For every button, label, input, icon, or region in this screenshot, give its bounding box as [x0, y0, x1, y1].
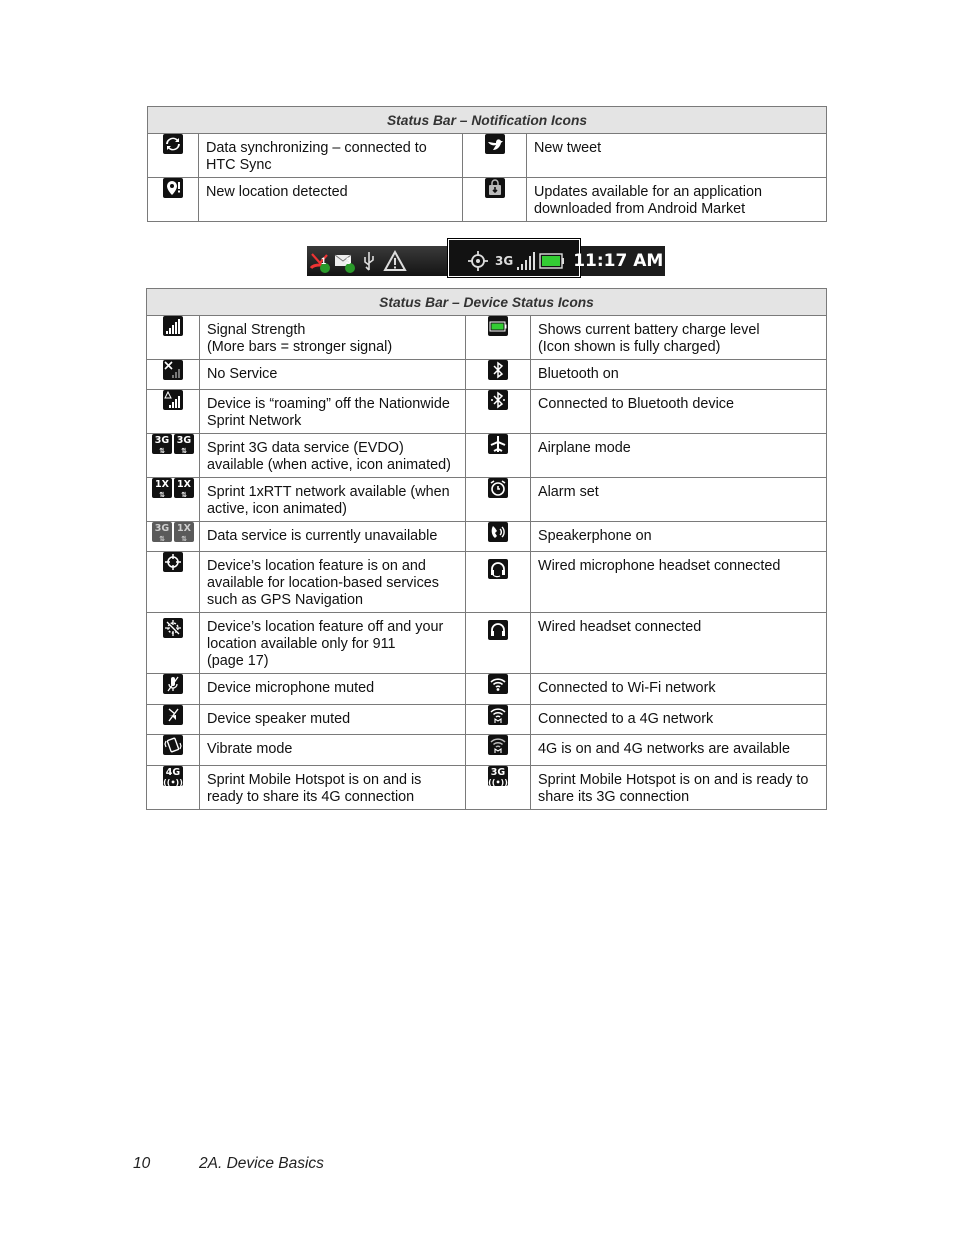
location-on-label: Device’s location feature is on and available for location-based services such as GPS Navigation — [200, 552, 466, 613]
table-row — [147, 522, 827, 552]
table-row — [147, 434, 827, 478]
table-row — [147, 552, 827, 613]
table-row — [147, 674, 827, 705]
1x-icon: 1X ⇅ — [152, 478, 172, 498]
3g-icon: 3G ⇅ — [152, 434, 172, 454]
4g-available-label: 4G is on and 4G networks are available — [531, 735, 827, 766]
battery-icon — [539, 252, 565, 270]
notification-table-title: Status Bar – Notification Icons — [148, 107, 827, 134]
vibrate-icon — [163, 735, 183, 755]
hotspot-4g-label: Sprint Mobile Hotspot is on and is ready to share its 4G connection — [200, 766, 466, 810]
roaming-label: Device is “roaming” off the Nationwide Sprint Network — [200, 390, 466, 434]
4g-connected-icon — [488, 705, 508, 725]
bluetooth-label: Bluetooth on — [531, 360, 827, 390]
speaker-muted-icon — [163, 705, 183, 725]
location-detected-label: New location detected — [199, 178, 463, 222]
gps-icon — [465, 248, 491, 274]
device-table-title: Status Bar – Device Status Icons — [147, 289, 827, 316]
signal-strength-label: Signal Strength (More bars = stronger signal) — [200, 316, 466, 360]
mic-headset-icon — [488, 559, 508, 579]
hotspot-3g-icon: 3G ((•)) — [488, 767, 508, 786]
speakerphone-label: Speakerphone on — [531, 522, 827, 552]
table-row — [147, 360, 827, 390]
notification-icons-table — [147, 106, 827, 222]
market-updates-label: Updates available for an application downloaded from Android Market — [527, 178, 827, 222]
missed-call-badge: 1 — [321, 256, 327, 266]
3g-label: Sprint 3G data service (EVDO) available (when active, icon animated) — [200, 434, 466, 478]
bluetooth-connected-label: Connected to Bluetooth device — [531, 390, 827, 434]
page-number: 10 — [133, 1155, 151, 1172]
network-3g-label: 3G — [495, 254, 514, 268]
location-off-icon — [163, 618, 183, 638]
vibrate-label: Vibrate mode — [200, 735, 466, 766]
table-row — [147, 478, 827, 522]
table-row — [147, 766, 827, 810]
1x-active-icon: 1X ⇅ — [174, 478, 194, 498]
hotspot-3g-label: Sprint Mobile Hotspot is on and is ready to share its 3G connection — [531, 766, 827, 810]
hotspot-4g-icon: 4G ((•)) — [163, 767, 183, 786]
location-pin-icon — [163, 178, 183, 198]
status-bar-image — [307, 246, 665, 276]
battery-full-icon — [488, 316, 508, 336]
tweet-label: New tweet — [527, 134, 827, 178]
sync-label: Data synchronizing – connected to HTC Sync — [199, 134, 463, 178]
data-unavailable-1x-icon: 1X ⇅ — [174, 522, 194, 542]
bluetooth-icon — [488, 360, 508, 380]
table-row — [147, 735, 827, 766]
page-footer — [133, 1155, 324, 1173]
warning-icon — [382, 248, 408, 274]
location-off-label: Device’s location feature off and your location available only for 911 (page 17) — [200, 613, 466, 674]
message-badge: 3 — [346, 256, 352, 266]
table-row — [148, 178, 827, 222]
wifi-label: Connected to Wi-Fi network — [531, 674, 827, 705]
data-unavailable-icon: 3G ⇅ — [152, 522, 172, 542]
alarm-icon — [488, 478, 508, 498]
headset-icon — [488, 620, 508, 640]
table-row — [147, 390, 827, 434]
data-unavailable-label: Data service is currently unavailable — [200, 522, 466, 552]
mic-headset-label: Wired microphone headset connected — [531, 552, 827, 613]
device-status-icons-table — [146, 288, 827, 810]
signal-strength-icon — [163, 316, 183, 336]
sync-icon — [163, 134, 183, 154]
4g-connected-label: Connected to a 4G network — [531, 705, 827, 735]
airplane-label: Airplane mode — [531, 434, 827, 478]
table-row — [147, 316, 827, 360]
section-title: 2A. Device Basics — [199, 1155, 324, 1172]
roaming-icon — [163, 390, 183, 410]
speaker-muted-label: Device speaker muted — [200, 705, 466, 735]
wifi-icon — [488, 674, 508, 694]
tweet-bird-icon — [485, 134, 505, 154]
battery-label: Shows current battery charge level (Icon shown is fully charged) — [531, 316, 827, 360]
1x-label: Sprint 1xRTT network available (when active, icon animated) — [200, 478, 466, 522]
speakerphone-icon — [488, 522, 508, 542]
no-service-icon — [163, 360, 183, 380]
table-row — [148, 134, 827, 178]
usb-icon — [356, 248, 382, 274]
mic-muted-label: Device microphone muted — [200, 674, 466, 705]
clock-label: 11:17 AM — [573, 251, 664, 271]
3g-active-icon: 3G ⇅ — [174, 434, 194, 454]
4g-available-icon — [488, 735, 508, 755]
location-on-icon — [163, 552, 183, 572]
alarm-label: Alarm set — [531, 478, 827, 522]
market-bag-icon — [485, 178, 505, 198]
bluetooth-connected-icon — [488, 390, 508, 410]
airplane-icon — [488, 434, 508, 454]
no-service-label: No Service — [200, 360, 466, 390]
table-row — [147, 705, 827, 735]
table-row — [147, 613, 827, 674]
signal-bars-icon — [513, 248, 539, 274]
headset-label: Wired headset connected — [531, 613, 827, 674]
mic-muted-icon — [163, 674, 183, 694]
